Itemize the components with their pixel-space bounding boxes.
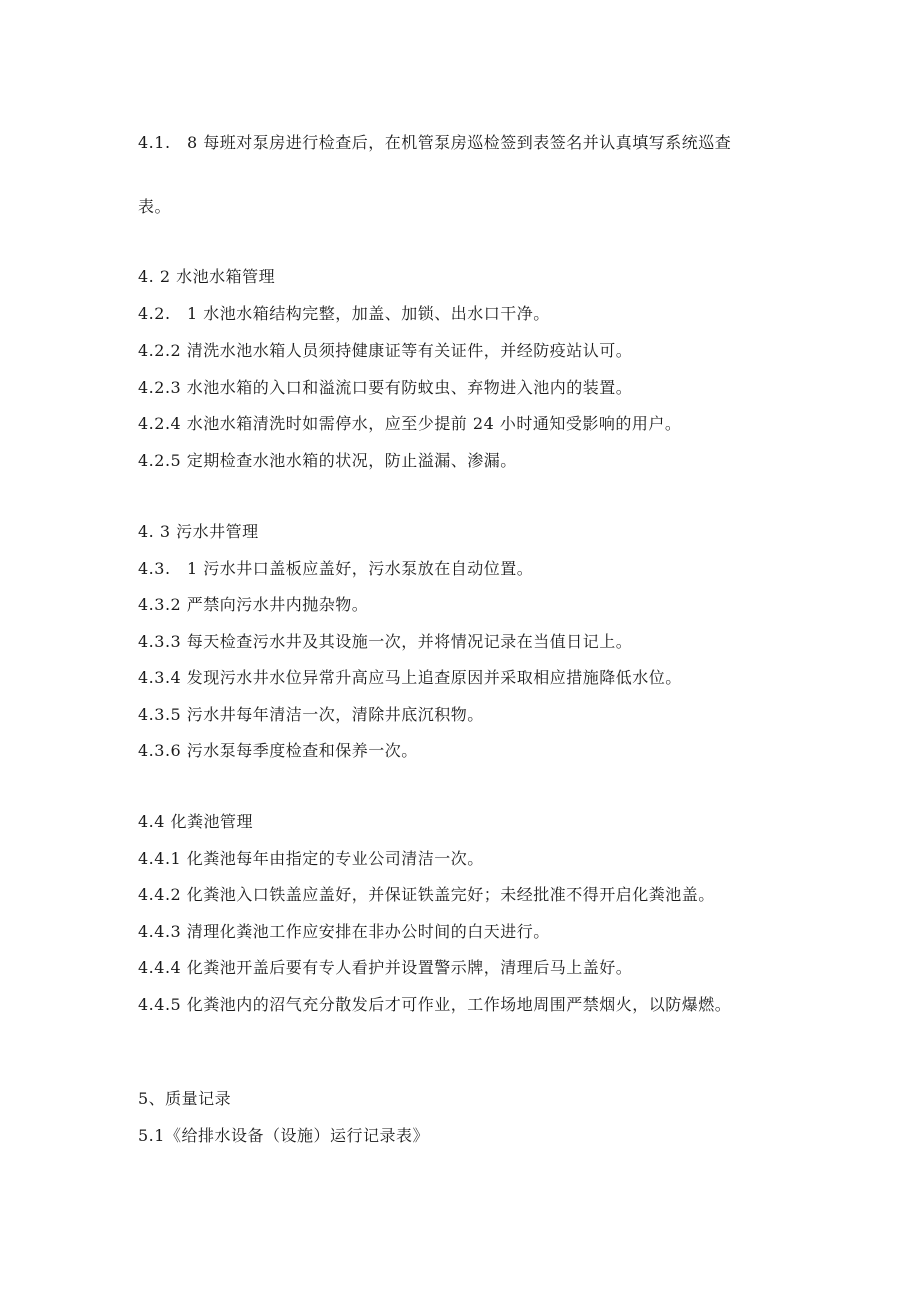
item-4-2-4: 4.2.4 水池水箱清洗时如需停水，应至少提前 24 小时通知受影响的用户。: [138, 414, 682, 433]
item-4-4-4: 4.4.4 化粪池开盖后要有专人看护并设置警示牌，清理后马上盖好。: [138, 958, 633, 977]
section-4-3-heading: 4. 3 污水井管理: [138, 522, 259, 541]
item-4-3-4: 4.3.4 发现污水井水位异常升高应马上追查原因并采取相应措施降低水位。: [138, 668, 682, 687]
paragraph-4-1-8-line1: 4.1. 8 每班对泵房进行检查后，在机管泵房巡检签到表签名并认真填写系统巡查: [138, 133, 732, 152]
item-4-2-5: 4.2.5 定期检查水池水箱的状况，防止溢漏、渗漏。: [138, 451, 517, 470]
item-4-2-1: 4.2. 1 水池水箱结构完整，加盖、加锁、出水口干净。: [138, 304, 550, 323]
item-4-2-2: 4.2.2 清洗水池水箱人员须持健康证等有关证件，并经防疫站认可。: [138, 341, 633, 360]
item-4-3-6: 4.3.6 污水泵每季度检查和保养一次。: [138, 741, 418, 760]
item-5-1: 5.1《给排水设备（设施）运行记录表》: [138, 1126, 429, 1145]
item-4-4-5: 4.4.5 化粪池内的沼气充分散发后才可作业，工作场地周围严禁烟火，以防爆燃。: [138, 995, 732, 1014]
item-4-3-5: 4.3.5 污水井每年清洁一次，清除井底沉积物。: [138, 705, 484, 724]
item-4-3-2: 4.3.2 严禁向污水井内抛杂物。: [138, 595, 369, 614]
section-4-4-heading: 4.4 化粪池管理: [138, 812, 254, 831]
item-4-4-2: 4.4.2 化粪池入口铁盖应盖好，并保证铁盖完好；未经批准不得开启化粪池盖。: [138, 885, 715, 904]
item-4-4-3: 4.4.3 清理化粪池工作应安排在非办公时间的白天进行。: [138, 922, 550, 941]
item-4-2-3: 4.2.3 水池水箱的入口和溢流口要有防蚊虫、弃物进入池内的装置。: [138, 378, 633, 397]
section-4-2-heading: 4. 2 水池水箱管理: [138, 267, 276, 286]
paragraph-4-1-8-line2: 表。: [138, 197, 172, 216]
item-4-3-3: 4.3.3 每天检查污水井及其设施一次，并将情况记录在当值日记上。: [138, 632, 633, 651]
section-5-heading: 5、质量记录: [138, 1089, 232, 1108]
item-4-4-1: 4.4.1 化粪池每年由指定的专业公司清洁一次。: [138, 849, 484, 868]
item-4-3-1: 4.3. 1 污水井口盖板应盖好，污水泵放在自动位置。: [138, 559, 534, 578]
